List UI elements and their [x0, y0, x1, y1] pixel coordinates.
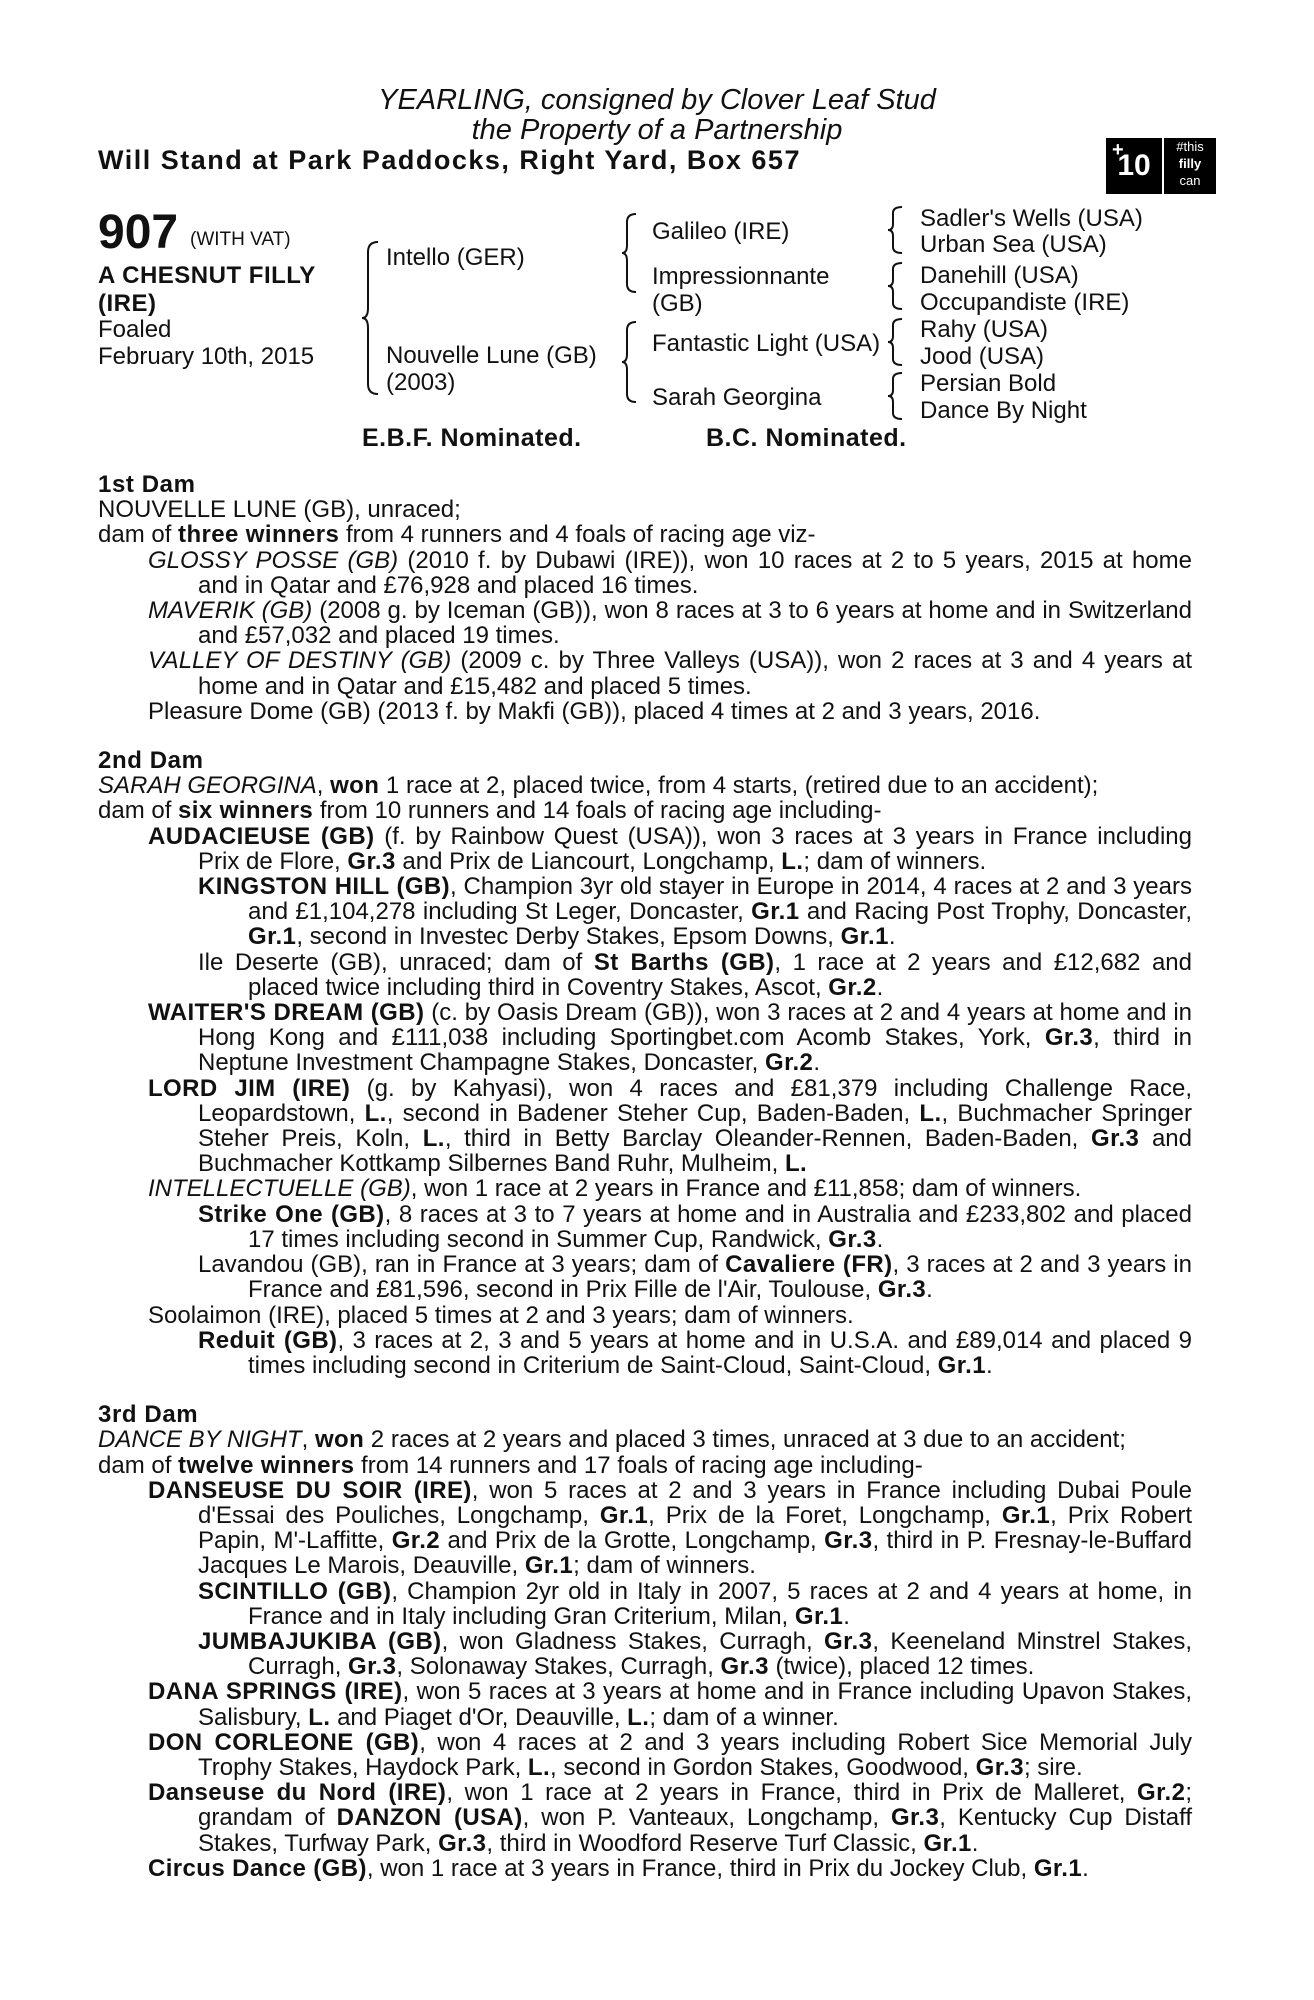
- ss-dam-name: Urban Sea (USA): [920, 231, 1107, 258]
- text: , Kentucky Cup Distaff Stakes, Turfway Park,: [198, 1804, 1193, 1857]
- produce-entry: [98, 1453, 1192, 1478]
- produce-entry: [98, 1679, 1192, 1729]
- bold-text: Gr.1: [1033, 1854, 1083, 1882]
- second-dam-section: [98, 748, 1192, 1378]
- sire-sire-name: Galileo (IRE): [652, 218, 790, 245]
- produce-entry: [98, 648, 1192, 698]
- bold-text: SCINTILLO (GB): [198, 1577, 392, 1605]
- text: .: [813, 1049, 820, 1077]
- produce-entry: [98, 1427, 1192, 1452]
- text: and Piaget d'Or, Deauville,: [330, 1703, 628, 1731]
- text: .: [1082, 1854, 1089, 1882]
- bold-text: Strike One (GB): [198, 1200, 385, 1228]
- bold-text: Gr.3: [877, 1276, 927, 1304]
- foaled-label: Foaled: [98, 316, 172, 343]
- bold-text: L.: [919, 1099, 942, 1127]
- text: , third in P. Fresnay-le-Buffard Jacques Le Marois, Deauville,: [198, 1527, 1193, 1580]
- text: , won Gladness Stakes, Curragh,: [441, 1627, 825, 1655]
- horse-name-line1: A CHESNUT FILLY: [98, 262, 316, 289]
- italic-text: SARAH GEORGINA: [98, 772, 317, 800]
- dam-year: (2003): [386, 369, 456, 396]
- bold-text: Reduit (GB): [198, 1326, 338, 1354]
- pedigree-brace-gen1: [360, 240, 384, 396]
- produce-entry: [98, 1202, 1192, 1252]
- bold-text: three winners: [178, 521, 340, 549]
- sd-sire-name: Danehill (USA): [920, 262, 1079, 289]
- pedigree-brace-dam: [620, 320, 642, 404]
- produce-entry: [98, 773, 1192, 798]
- bold-text: Gr.1: [840, 923, 889, 951]
- text: (twice), placed 12 times.: [768, 1653, 1035, 1681]
- bold-text: Gr.1: [1001, 1501, 1051, 1529]
- text: Pleasure Dome (GB) (2013 f. by Makfi (GB)), placed 4 times at 2 and 3 years, 2016.: [148, 697, 1041, 725]
- text: , Solonaway Stakes, Curragh,: [396, 1653, 721, 1681]
- text: .: [843, 1602, 850, 1630]
- ds-sire-name: Rahy (USA): [920, 316, 1049, 343]
- text: dam of: [98, 797, 179, 825]
- plus-10-logo: [1106, 138, 1216, 194]
- sire-dam-line1: Impressionnante: [652, 263, 830, 290]
- bold-text: Danseuse du Nord (IRE): [148, 1779, 447, 1807]
- plus-10-badge: [1106, 138, 1162, 194]
- text: , won 4 races at 2 and 3 years including Robert Sice Memorial July Trophy Stakes, Haydock Park,: [198, 1728, 1192, 1781]
- produce-entry: [98, 1076, 1192, 1177]
- produce-entry: [98, 1303, 1192, 1328]
- bold-text: KINGSTON HILL (GB): [198, 873, 451, 901]
- text: from 4 runners and 4 foals of racing age viz-: [339, 521, 816, 549]
- text: (2010 f. by Dubawi (IRE)), won 10 races at 2 to 5 years, 2015 at home and in Qatar and £76,928 and placed 16 times.: [198, 546, 1192, 599]
- text: .: [971, 1829, 979, 1857]
- foaled-date: February 10th, 2015: [98, 343, 315, 370]
- bold-text: L.: [364, 1099, 387, 1127]
- bold-text: Gr.3: [824, 1527, 873, 1555]
- text: .: [985, 1351, 993, 1379]
- produce-entry: [98, 950, 1192, 1000]
- bold-text: Gr.2: [828, 973, 877, 1001]
- produce-entry: [98, 1176, 1192, 1201]
- text: , 3 races at 2 and 3 years in France and £81,596, second in Prix Fille de l'Air, Toulouse,: [248, 1251, 1192, 1304]
- produce-entry: [98, 1629, 1192, 1679]
- bold-text: Gr.3: [347, 847, 396, 875]
- horse-name-line2: (IRE): [98, 290, 157, 317]
- pedigree-brace-dd: [886, 371, 908, 421]
- bold-text: L.: [308, 1703, 331, 1731]
- bold-text: L.: [422, 1125, 445, 1153]
- dam-name: [386, 342, 597, 396]
- plus-icon: +: [1112, 139, 1124, 161]
- sire-dam-name: [652, 263, 829, 317]
- lot-number: 907: [98, 206, 179, 259]
- text: ; dam of winners.: [803, 847, 987, 875]
- bold-text: JUMBAJUKIBA (GB): [198, 1627, 442, 1655]
- bold-text: Gr.3: [824, 1627, 873, 1655]
- this-filly-can-tag: [1164, 138, 1216, 194]
- text: , won 1 race at 3 years in France, third in Prix du Jockey Club,: [366, 1854, 1034, 1882]
- text: Lavandou (GB), ran in France at 3 years; dam of: [198, 1251, 726, 1279]
- text: .: [926, 1276, 933, 1304]
- bold-text: DANA SPRINGS (IRE): [148, 1678, 403, 1706]
- bold-text: Gr.3: [348, 1653, 397, 1681]
- bold-text: Gr.3: [828, 1225, 877, 1253]
- bold-text: won: [330, 772, 380, 800]
- italic-text: MAVERIK (GB): [148, 597, 313, 625]
- bold-text: Gr.3: [1044, 1024, 1094, 1052]
- bold-text: Gr.2: [765, 1049, 814, 1077]
- first-dam-section: [98, 472, 1192, 724]
- logo-tag-1: #this: [1176, 139, 1204, 154]
- bold-text: St Barths (GB): [593, 948, 775, 976]
- sire-name: Intello (GER): [386, 244, 525, 271]
- ebf-nomination: E.B.F. Nominated.: [362, 424, 582, 452]
- produce-entry: [98, 699, 1192, 724]
- bc-nomination: B.C. Nominated.: [706, 424, 907, 452]
- text: dam of: [98, 521, 179, 549]
- ss-sire-name: Sadler's Wells (USA): [920, 205, 1143, 232]
- produce-entry: [98, 1780, 1192, 1856]
- text: ,: [316, 772, 331, 800]
- text: and Prix de Liancourt, Longchamp,: [395, 847, 782, 875]
- pedigree-brace-ss: [886, 205, 908, 255]
- text: , won 5 races at 3 years at home and in France including Upavon Stakes, Salisbury,: [198, 1678, 1192, 1731]
- produce-entry: [98, 497, 1192, 522]
- bold-text: Gr.1: [751, 898, 800, 926]
- dd-dam-name: Dance By Night: [920, 397, 1087, 424]
- text: and Racing Post Trophy, Doncaster,: [799, 898, 1192, 926]
- bold-text: AUDACIEUSE (GB): [148, 822, 375, 850]
- text: , won 1 race at 2 years in France and £11,858; dam of winners.: [410, 1175, 1082, 1203]
- bold-text: Gr.2: [1137, 1779, 1186, 1807]
- text: and Prix de la Grotte, Longchamp,: [440, 1527, 825, 1555]
- produce-entry: [98, 798, 1192, 823]
- text: (2008 g. by Iceman (GB)), won 8 races at 3 to 6 years at home and in Switzerland and £57,032 and placed 19 times.: [198, 597, 1192, 650]
- text: ; dam of a winner.: [649, 1703, 839, 1731]
- text: ; dam of winners.: [573, 1552, 756, 1580]
- bold-text: Gr.1: [524, 1552, 574, 1580]
- ownership-line: the Property of a Partnership: [471, 114, 843, 146]
- produce-entry: [98, 824, 1192, 874]
- bold-text: Gr.1: [937, 1351, 986, 1379]
- dam-dam-name: Sarah Georgina: [652, 384, 822, 411]
- section-heading: 3rd Dam: [98, 1401, 199, 1429]
- produce-record: [98, 472, 1192, 1881]
- text: , third in Betty Barclay Oleander-Rennen, Baden-Baden,: [444, 1125, 1091, 1153]
- text: , 8 races at 3 to 7 years at home and in Australia and £233,802 and placed 17 times including second in Summer Cup, Randwick,: [248, 1200, 1192, 1253]
- text: (f. by Rainbow Quest (USA)), won 3 races at 3 years in France including Prix de Flore,: [198, 822, 1192, 875]
- text: ; grandam of: [198, 1779, 1192, 1832]
- sd-dam-name: Occupandiste (IRE): [920, 289, 1130, 316]
- bold-text: L.: [781, 847, 804, 875]
- text: , second in Badener Steher Cup, Baden-Baden,: [386, 1099, 920, 1127]
- bold-text: LORD JIM (IRE): [148, 1074, 351, 1102]
- bold-text: Gr.3: [975, 1753, 1024, 1781]
- dd-sire-name: Persian Bold: [920, 370, 1057, 397]
- bold-text: Gr.2: [391, 1527, 441, 1555]
- sire-dam-line2: (GB): [652, 290, 703, 317]
- text: , 1 race at 2 years and £12,682 and placed twice including third in Coventry Stakes, Ascot,: [248, 948, 1192, 1001]
- bold-text: Gr.1: [248, 923, 297, 951]
- produce-entry: [98, 1328, 1192, 1378]
- italic-text: DANCE BY NIGHT: [98, 1426, 302, 1454]
- bold-text: WAITER'S DREAM (GB): [148, 999, 425, 1027]
- text: from 14 runners and 17 foals of racing age including-: [354, 1451, 923, 1479]
- text: , Buchmacher Springer Steher Preis, Koln,: [198, 1099, 1193, 1153]
- bold-text: won: [314, 1426, 365, 1454]
- bold-text: L.: [627, 1703, 650, 1731]
- dam-sire-name: Fantastic Light (USA): [652, 330, 881, 357]
- vat-label: (WITH VAT): [190, 229, 291, 250]
- produce-entry: [98, 548, 1192, 598]
- text: (2009 c. by Three Valleys (USA)), won 2 races at 3 and 4 years at home and in Qatar and £15,482 and placed 5 times.: [198, 647, 1192, 700]
- pedigree-brace-sire: [620, 212, 642, 294]
- text: , third in Neptune Investment Champagne Stakes, Doncaster,: [198, 1024, 1192, 1077]
- text: , second in Investec Derby Stakes, Epsom Downs,: [296, 923, 841, 951]
- text: .: [876, 1225, 884, 1253]
- bold-text: Cavaliere (FR): [725, 1251, 893, 1279]
- text: .: [876, 973, 884, 1001]
- text: (c. by Oasis Dream (GB)), won 3 races at 2 and 4 years at home and in Hong Kong and £111,038 including Sportingbet.com Acomb Stakes, York,: [198, 999, 1192, 1052]
- text: , won 1 race at 2 years in France, third in Prix de Malleret,: [446, 1779, 1138, 1807]
- text: (g. by Kahyasi), won 4 races and £81,379 including Challenge Race, Leopardstown,: [198, 1074, 1192, 1127]
- bold-text: L.: [784, 1150, 808, 1178]
- text: , Champion 2yr old in Italy in 2007, 5 races at 2 and 4 years at home, in France and in Italy including Gran Criterium, Milan,: [248, 1577, 1192, 1630]
- text: , 3 races at 2, 3 and 5 years at home and in U.S.A. and £89,014 and placed 9 times including second in Criterium de Saint-Cloud, Saint-Cloud,: [248, 1326, 1192, 1379]
- text: , third in Woodford Reserve Turf Classic,: [486, 1829, 924, 1857]
- bold-text: Gr.3: [890, 1804, 940, 1832]
- bold-text: DON CORLEONE (GB): [148, 1728, 420, 1756]
- text: Ile Deserte (GB), unraced; dam of: [198, 948, 594, 976]
- text: 1 race at 2, placed twice, from 4 starts, (retired due to an accident);: [379, 772, 1099, 800]
- bold-text: Gr.3: [1091, 1125, 1140, 1153]
- produce-entry: [98, 598, 1192, 648]
- bold-text: DANZON (USA): [336, 1804, 523, 1832]
- logo-number: 10: [1117, 149, 1151, 182]
- pedigree-brace-ds: [886, 317, 908, 367]
- produce-entry: [98, 1000, 1192, 1076]
- produce-entry: [98, 1856, 1192, 1881]
- text: from 10 runners and 14 foals of racing age including-: [313, 797, 882, 825]
- produce-entry: [98, 1579, 1192, 1629]
- text: , Champion 3yr old stayer in Europe in 2014, 4 races at 2 and 3 years and £1,104,278 including St Leger, Doncaster,: [248, 873, 1192, 926]
- logo-tag-2: filly: [1178, 156, 1202, 171]
- bold-text: Circus Dance (GB): [148, 1854, 367, 1882]
- bold-text: Gr.1: [923, 1829, 972, 1857]
- text: ,: [301, 1426, 315, 1454]
- horse-description: [98, 262, 368, 318]
- logo-tag-3: can: [1179, 173, 1201, 188]
- consignor-line: YEARLING, consigned by Clover Leaf Stud: [378, 84, 936, 116]
- produce-entry: [98, 522, 1192, 547]
- text: and Buchmacher Kottkamp Silbernes Band Ruhr, Mulheim,: [198, 1125, 1192, 1178]
- text: , Prix Robert Papin, M'-Laffitte,: [198, 1501, 1192, 1555]
- bold-text: Gr.3: [438, 1829, 487, 1857]
- text: dam of: [98, 1451, 179, 1479]
- foaled-info: [98, 316, 314, 370]
- text: 2 races at 2 years and placed 3 times, unraced at 3 due to an accident;: [364, 1426, 1126, 1454]
- section-heading: 2nd Dam: [98, 747, 204, 775]
- location-line: Will Stand at Park Paddocks, Right Yard, Box 657: [98, 145, 801, 175]
- italic-text: GLOSSY POSSE (GB): [148, 546, 399, 574]
- text: , won 5 races at 2 and 3 years in France including Dubai Poule d'Essai des Pouliches, Longchamp,: [198, 1476, 1192, 1529]
- text: , second in Gordon Stakes, Goodwood,: [550, 1753, 976, 1781]
- bold-text: Gr.1: [599, 1501, 649, 1529]
- produce-entry: [98, 874, 1192, 950]
- text: NOUVELLE LUNE (GB), unraced;: [98, 496, 461, 524]
- italic-text: VALLEY OF DESTINY (GB): [148, 647, 452, 675]
- bold-text: DANSEUSE DU SOIR (IRE): [148, 1476, 472, 1504]
- text: Soolaimon (IRE), placed 5 times at 2 and 3 years; dam of winners.: [148, 1301, 854, 1329]
- produce-entry: [98, 1478, 1192, 1579]
- bold-text: Gr.3: [720, 1653, 769, 1681]
- section-heading: 1st Dam: [98, 471, 196, 498]
- ds-dam-name: Jood (USA): [920, 343, 1045, 370]
- pedigree-brace-sd: [886, 261, 908, 311]
- text: ; sire.: [1023, 1753, 1083, 1781]
- bold-text: L.: [527, 1753, 551, 1781]
- bold-text: six winners: [178, 797, 314, 825]
- third-dam-section: [98, 1402, 1192, 1881]
- bold-text: Gr.1: [794, 1602, 844, 1630]
- produce-entry: [98, 1252, 1192, 1302]
- dam-name-line1: Nouvelle Lune (GB): [386, 342, 597, 369]
- text: , Keeneland Minstrel Stakes, Curragh,: [248, 1627, 1193, 1681]
- text: .: [888, 923, 896, 951]
- text: , won P. Vanteaux, Longchamp,: [522, 1804, 891, 1832]
- bold-text: twelve winners: [178, 1451, 355, 1479]
- italic-text: INTELLECTUELLE (GB): [148, 1175, 411, 1203]
- text: , Prix de la Foret, Longchamp,: [648, 1501, 1002, 1529]
- produce-entry: [98, 1730, 1192, 1780]
